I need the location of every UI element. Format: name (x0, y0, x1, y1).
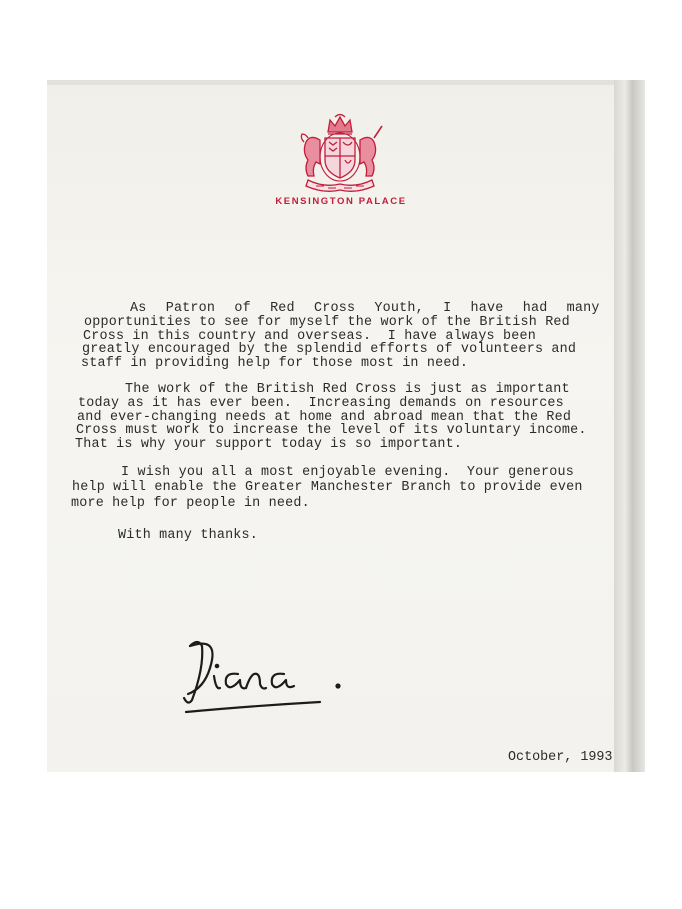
letter-line: As Patron of Red Cross Youth, I have had many (130, 301, 600, 316)
letter-closing: With many thanks. (118, 528, 259, 543)
letter-line: Cross must work to increase the level of its voluntary income. (76, 423, 587, 438)
royal-coat-of-arms-icon (290, 112, 390, 194)
letter-line: Cross in this country and overseas. I have always been (83, 329, 536, 344)
letter-line: That is why your support today is so important. (75, 437, 463, 452)
letter-line: I wish you all a most enjoyable evening. Your generous (121, 465, 574, 480)
letter-date: October, 1993 (508, 750, 613, 765)
letter-line: and ever-changing needs at home and abroad mean that the Red (77, 410, 572, 425)
letter-line: more help for people in need. (71, 496, 310, 511)
letter-line: greatly encouraged by the splendid efforts of volunteers and (82, 342, 577, 357)
letter-line: opportunities to see for myself the work of the British Red (84, 315, 570, 330)
letter-line: staff in providing help for those most in need. (81, 356, 469, 371)
letter-line: The work of the British Red Cross is just as important (125, 382, 570, 397)
letterhead-title: KENSINGTON PALACE (275, 196, 407, 207)
letter-line: today as it has ever been. Increasing demands on resources (78, 396, 564, 411)
frame-edge-top (47, 80, 645, 85)
frame-edge-right (614, 80, 645, 772)
letter-line: help will enable the Greater Manchester Branch to provide even (72, 480, 583, 495)
signature-diana (180, 628, 360, 724)
